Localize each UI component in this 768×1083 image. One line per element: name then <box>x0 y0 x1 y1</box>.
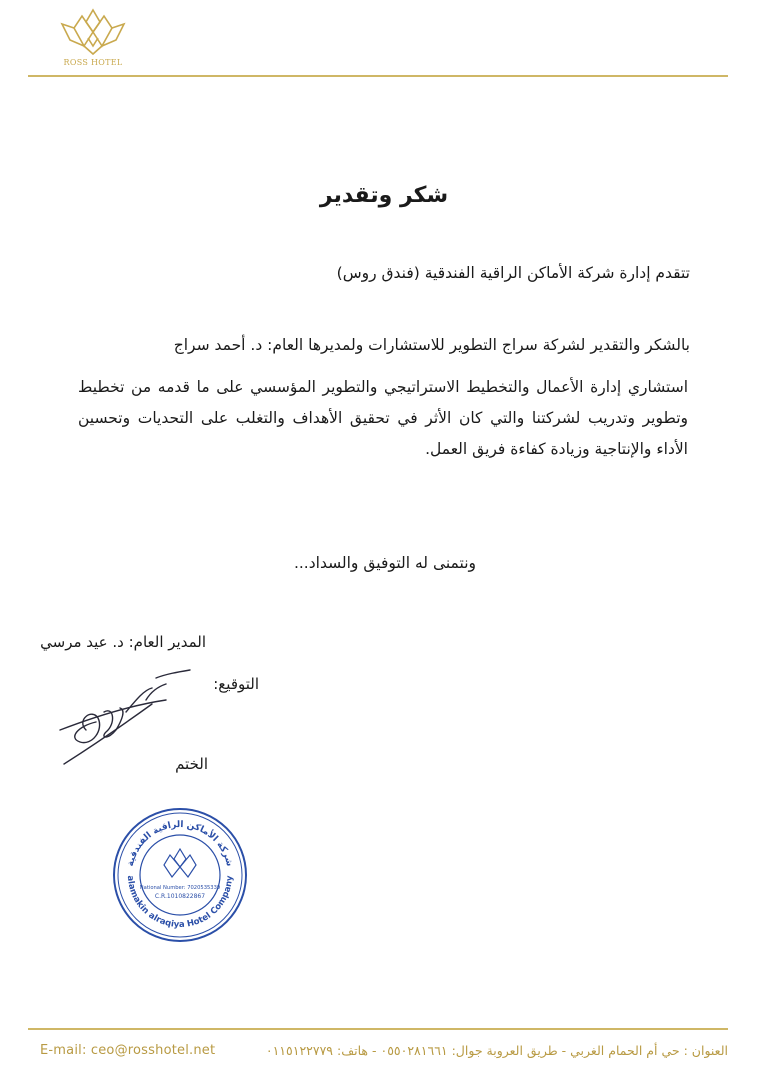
manager-name: المدير العام: د. عيد مرسي <box>40 633 206 651</box>
letter-title: شكر وتقدير <box>319 183 449 208</box>
company-stamp <box>110 805 250 945</box>
header-divider <box>28 75 728 77</box>
svg-text:C.R.1010822867: C.R.1010822867 <box>154 893 206 900</box>
brand-name: ROSS HOTEL <box>63 58 123 67</box>
intro-line: تتقدم إدارة شركة الأماكن الراقية الفندقية (فندق روس) <box>336 264 690 282</box>
footer-email: E-mail: ceo@rosshotel.net <box>40 1043 216 1058</box>
hotel-logo <box>50 6 136 70</box>
body-paragraph: استشاري إدارة الأعمال والتخطيط الاستراتيجي والتطوير المؤسسي على ما قدمه من تخطيط وتطوير وتدريب لشركتنا والتي كان الأثر في تحقيق الأهداف والتغلب على التحديات وتحسين الأداء والإنتاجية وزيادة كفاءة فريق العمل. <box>78 378 688 458</box>
svg-text:National Number: 7020535339: National Number: 7020535339 <box>139 885 221 891</box>
thanks-line: بالشكر والتقدير لشركة سراج التطوير للاستشارات ولمديرها العام: د. أحمد سراج <box>173 336 690 354</box>
svg-text:شركة الأماكن الراقية الفندقية: شركة الأماكن الراقية الفندقية <box>125 819 235 868</box>
signature-scribble <box>56 660 216 770</box>
stamp-label: الختم <box>175 755 208 773</box>
signature-label: التوقيع: <box>213 675 259 693</box>
svg-text:alamakin alraqiya Hotel Compan: alamakin alraqiya Hotel Company <box>124 875 236 931</box>
footer-address: العنوان : حي أم الحمام الغربي - طريق العروبة جوال: ٠٥٥٠٢٨١٦٦١ - هاتف: ٠١١٥١٢٢٧٧٩ <box>265 1043 728 1058</box>
crown-logo-icon <box>58 6 128 58</box>
footer-divider <box>28 1028 728 1030</box>
closing-line: ونتمنى له التوفيق والسداد... <box>293 554 476 572</box>
